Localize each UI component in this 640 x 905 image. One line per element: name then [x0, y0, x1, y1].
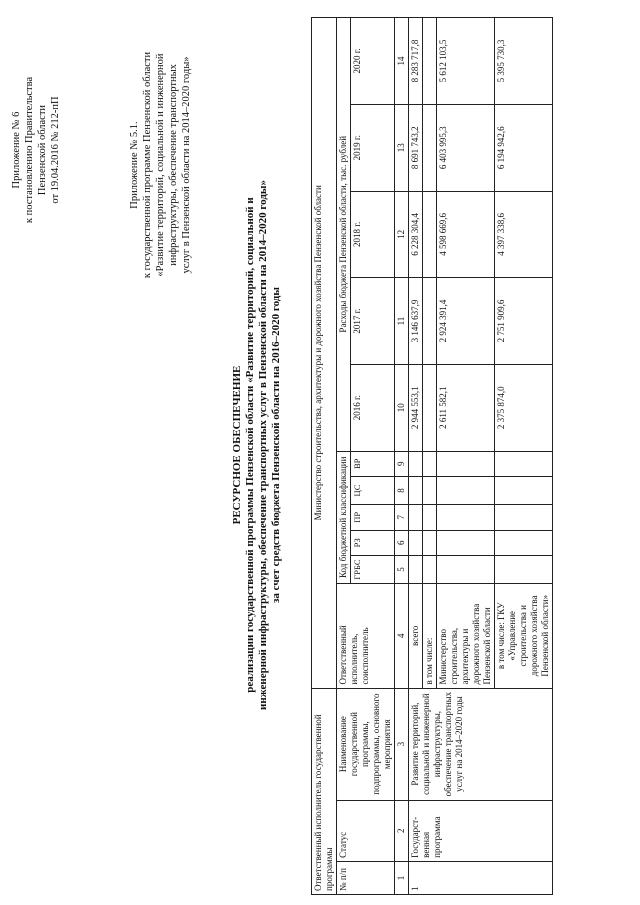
expense-2019: 8 691 743,2 — [409, 104, 423, 191]
title-line3: инженерной инфраструктуры, обеспечение транспортных услуг в Пензенской области на 2014–2020 годы» — [257, 180, 269, 711]
appendix-5-1-line1: Приложение № 5.1. — [129, 121, 140, 209]
appendix-5-1-line3: «Развитие территорий, социальной и инженерной — [155, 53, 166, 277]
header-name: Наименование государственной программы, подпрограммы, основного мероприятия — [337, 688, 395, 800]
appendix-6-line3: Пензенской области — [37, 104, 48, 196]
header-year-2017: 2017 г. — [351, 278, 395, 365]
expense-2016: 2 611 582,1 — [437, 364, 495, 451]
executor-cell: всего — [409, 584, 423, 689]
appendix-6-line1: Приложение № 6 — [11, 111, 22, 189]
header-year-2016: 2016 г. — [351, 364, 395, 451]
expense-2018 — [423, 191, 437, 278]
appendix-5-1-line4: инфраструктуры, обеспечение транспортных — [168, 64, 179, 266]
header-vr: ВР — [351, 451, 395, 476]
column-number: 1 — [395, 861, 409, 894]
expense-2020 — [423, 18, 437, 105]
row-number: 1 — [409, 861, 553, 894]
header-row-1 — [337, 18, 351, 895]
executor-cell: в том числе: ГКУ «Управление строительства и дорожного хозяйства Пензенской области» — [495, 584, 553, 689]
column-number: 3 — [395, 688, 409, 800]
row-status: Государст-венная программа — [409, 800, 553, 861]
expense-2019 — [423, 104, 437, 191]
expense-2020: 8 283 717,8 — [409, 18, 423, 105]
title-line4: за счет средств бюджета Пензенской области на 2016–2020 годы — [270, 287, 282, 603]
header-year-2019: 2019 г. — [351, 104, 395, 191]
appendix-6-header — [10, 35, 62, 265]
header-executor: Ответственный исполнитель, соисполнитель — [337, 584, 395, 689]
column-number: 4 — [395, 584, 409, 689]
resource-table — [311, 17, 553, 895]
header-year-2020: 2020 г. — [351, 18, 395, 105]
column-number: 11 — [395, 278, 409, 365]
expense-2016 — [423, 364, 437, 451]
appendix-5-1-line5: услуг в Пензенской области на 2014–2020 годы» — [181, 56, 192, 274]
expense-2017: 2 924 391,4 — [437, 278, 495, 365]
header-cs: ЦС — [351, 477, 395, 505]
executor-cell: Министерство строительства, архитектуры и дорожного хозяйства Пензенской области — [437, 584, 495, 689]
expense-2020: 5 395 730,3 — [495, 18, 553, 105]
column-number: 7 — [395, 505, 409, 530]
column-number: 5 — [395, 556, 409, 584]
expense-2019: 6 403 995,3 — [437, 104, 495, 191]
expense-2018: 4 397 338,6 — [495, 191, 553, 278]
column-number: 12 — [395, 191, 409, 278]
appendix-5-1-line2: к государственной программе Пензенской области — [142, 51, 153, 279]
responsible-value: Министерство строительства, архитектуры и дорожного хозяйства Пензенской области — [312, 18, 337, 689]
expense-2017: 2 751 909,6 — [495, 278, 553, 365]
header-num: № п/п — [337, 861, 395, 894]
title-line2: реализации государственной программы Пензенской области «Развитие территорий, социальной и — [244, 197, 256, 693]
column-number: 14 — [395, 18, 409, 105]
title-line1: РЕСУРСНОЕ ОБЕСПЕЧЕНИЕ — [231, 365, 243, 525]
responsible-label: Ответственный исполнитель государственной программы — [312, 688, 337, 894]
expense-2017: 3 146 637,9 — [409, 278, 423, 365]
appendix-6-line4: от 19.04.2016 № 212-пП — [50, 96, 61, 204]
expense-2016: 2 944 553,1 — [409, 364, 423, 451]
table-row — [409, 18, 423, 895]
column-number: 13 — [395, 104, 409, 191]
header-budget-code: Код бюджетной классификации — [337, 451, 351, 584]
header-pr: ПР — [351, 505, 395, 530]
header-year-2018: 2018 г. — [351, 191, 395, 278]
header-expenses: Расходы бюджета Пензенской области, тыс. рублей — [337, 18, 351, 452]
document-title — [231, 125, 283, 765]
executor-cell: в том числе: — [423, 584, 437, 689]
expense-2019: 6 194 942,6 — [495, 104, 553, 191]
column-number: 8 — [395, 477, 409, 505]
column-number: 9 — [395, 451, 409, 476]
responsible-row — [312, 18, 337, 895]
expense-2017 — [423, 278, 437, 365]
expense-2018: 4 598 669,6 — [437, 191, 495, 278]
header-status: Статус — [337, 800, 395, 861]
column-number: 6 — [395, 530, 409, 555]
appendix-5-1-header — [128, 15, 193, 315]
program-name: Развитие территорий, социальной и инженерной инфраструктуры, обеспечение транспортных услуг на 2014–2020 годы — [409, 688, 553, 800]
appendix-6-line2: к постановлению Правительства — [24, 76, 35, 224]
column-number: 2 — [395, 800, 409, 861]
expense-2016: 2 375 874,0 — [495, 364, 553, 451]
header-grbs: ГРБС — [351, 556, 395, 584]
expense-2020: 5 612 103,5 — [437, 18, 495, 105]
expense-2018: 6 228 304,4 — [409, 191, 423, 278]
header-rz: РЗ — [351, 530, 395, 555]
column-number: 10 — [395, 364, 409, 451]
column-number-row — [395, 18, 409, 895]
